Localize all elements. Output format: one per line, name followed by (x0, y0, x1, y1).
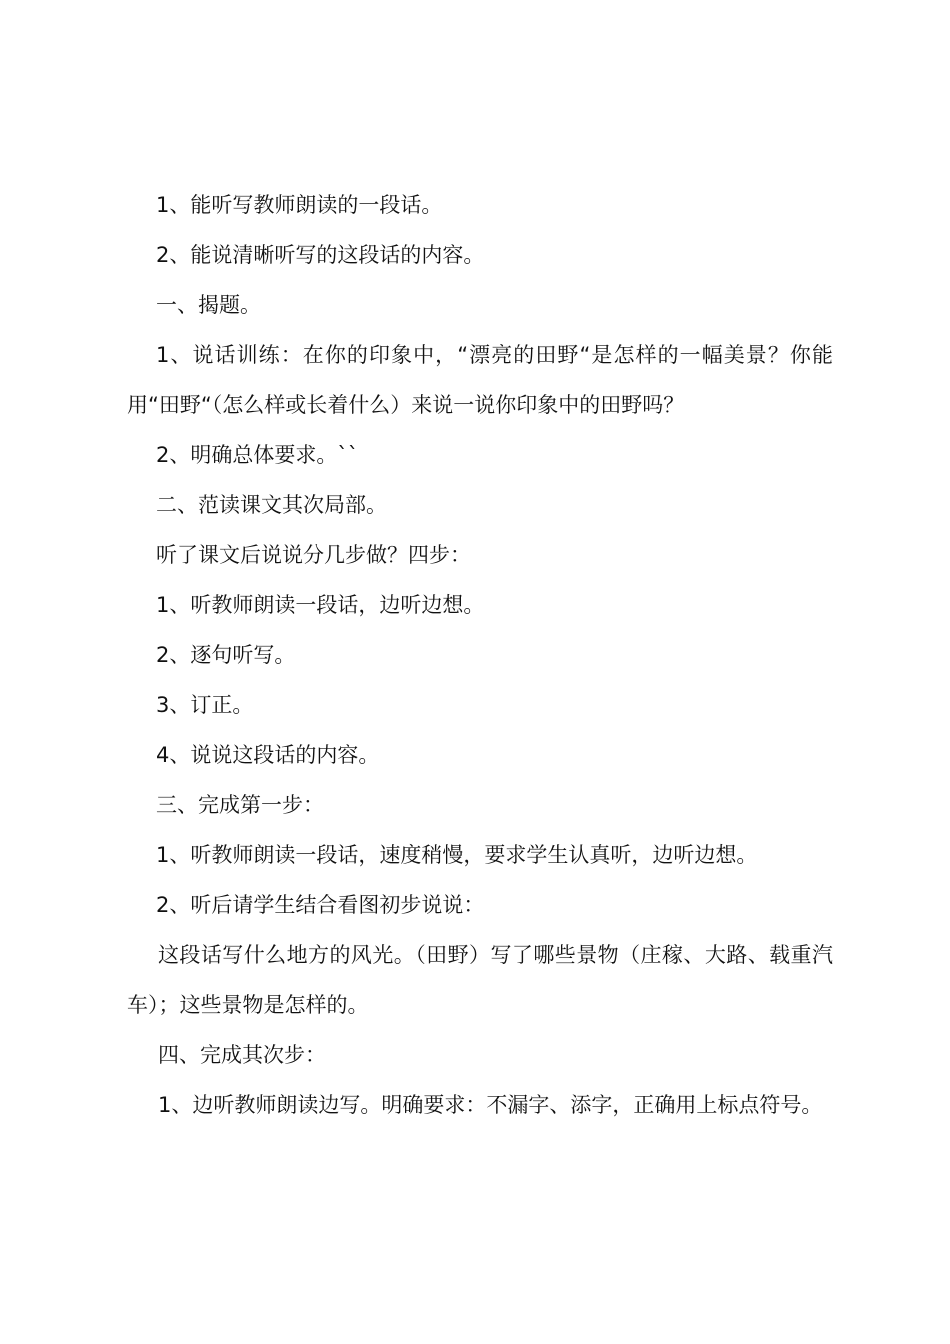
paragraph-discuss-picture: 2、听后请学生结合看图初步说说： (156, 893, 485, 917)
paragraph-speaking-training: 1、说话训练：在你的印象中，“漂亮的田野“是怎样的一幅美景？你能用“田野“（怎么样或长着什么）来说一说你印象中的田野吗？ (127, 343, 833, 417)
paragraph-four-steps-question: 听了课文后说说分几步做？四步： (156, 543, 471, 567)
paragraph-step-4: 4、说说这段话的内容。 (156, 743, 380, 767)
paragraph-objective-1: 1、能听写教师朗读的一段话。 (156, 193, 443, 217)
paragraph-step-1: 1、听教师朗读一段话，边听边想。 (156, 593, 485, 617)
paragraph-section-2-heading: 二、范读课文其次局部。 (156, 493, 387, 517)
paragraph-step-3: 3、订正。 (156, 693, 254, 717)
paragraph-overall-requirement: 2、明确总体要求。`` (156, 443, 359, 467)
paragraph-section-4-heading: 四、完成其次步： (158, 1043, 326, 1067)
paragraph-section-1-heading: 一、揭题。 (156, 293, 261, 317)
paragraph-scenery-description: 这段话写什么地方的风光。（田野）写了哪些景物（庄稼、大路、载重汽车）；这些景物是怎样的。 (127, 943, 833, 1017)
paragraph-dictation-requirements: 1、边听教师朗读边写。明确要求：不漏字、添字，正确用上标点符号。 (158, 1093, 823, 1117)
paragraph-section-3-heading: 三、完成第一步： (156, 793, 324, 817)
paragraph-listen-reading: 1、听教师朗读一段话，速度稍慢，要求学生认真听，边听边想。 (156, 843, 758, 867)
paragraph-objective-2: 2、能说清晰听写的这段话的内容。 (156, 243, 485, 267)
document-body (127, 180, 833, 1130)
paragraph-step-2: 2、逐句听写。 (156, 643, 296, 667)
